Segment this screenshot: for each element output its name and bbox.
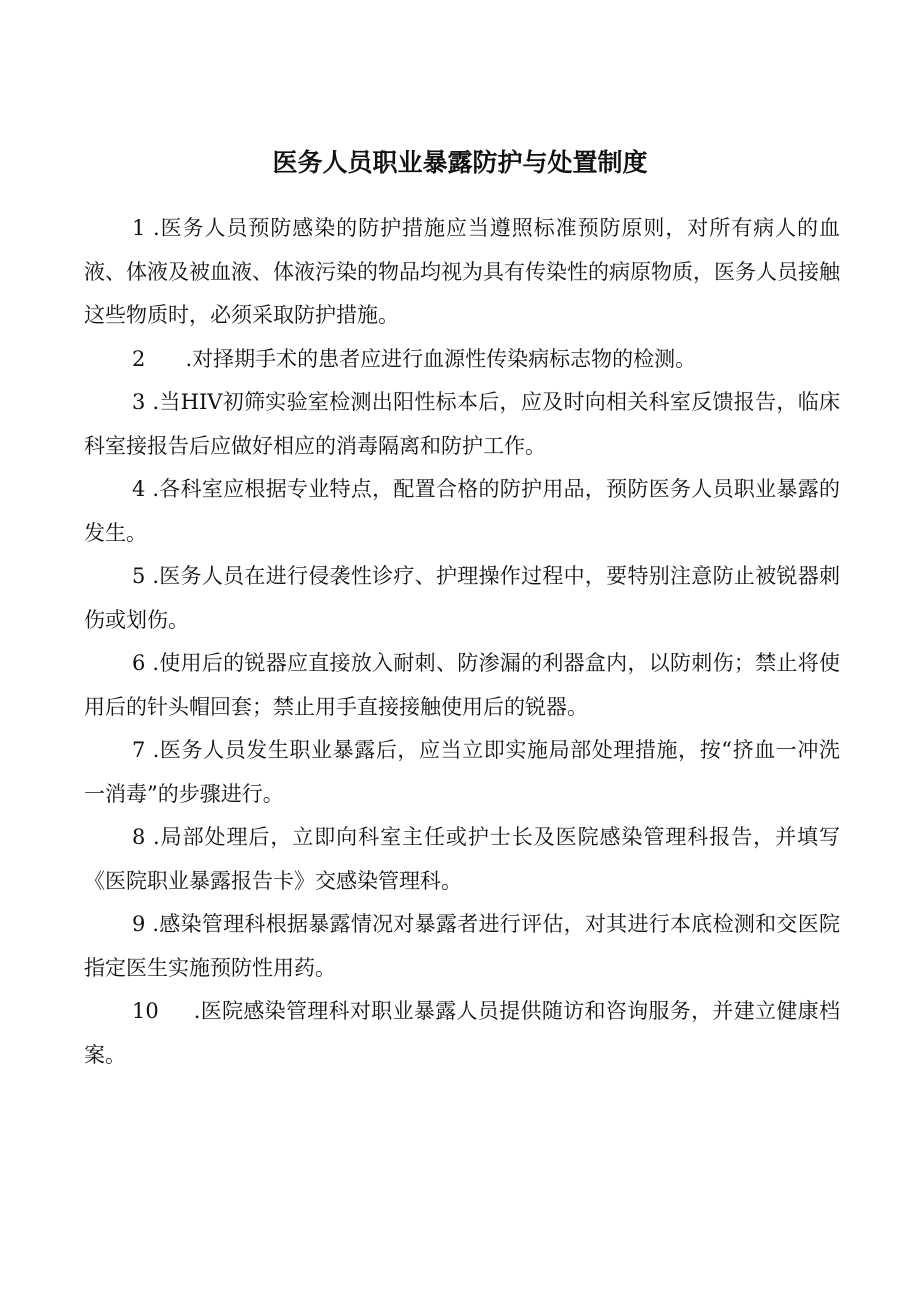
- paragraph-number: 8: [132, 825, 146, 849]
- paragraph-7: [84, 729, 840, 816]
- paragraph-text: .局部处理后，立即向科室主任或护士长及医院感染管理科报告，并填写《医院职业暴露报告卡》交感染管理科。: [84, 825, 840, 893]
- paragraph-1: [84, 207, 840, 338]
- paragraph-5: [84, 555, 840, 642]
- document-body: [84, 207, 840, 1077]
- paragraph-6: [84, 642, 840, 729]
- paragraph-9: [84, 903, 840, 990]
- paragraph-text: .医务人员发生职业暴露后，应当立即实施局部处理措施，按“挤血一冲洗一消毒”的步骤进行。: [84, 738, 840, 806]
- paragraph-text: .医务人员预防感染的防护措施应当遵照标准预防原则，对所有病人的血液、体液及被血液、体液污染的物品均视为具有传染性的病原物质，医务人员接触这些物质时，必须采取防护措施。: [84, 216, 840, 327]
- paragraph-text: .使用后的锐器应直接放入耐刺、防渗漏的利器盒内，以防刺伤；禁止将使用后的针头帽回套；禁止用手直接接触使用后的锐器。: [84, 651, 840, 719]
- paragraph-10: [84, 990, 840, 1077]
- paragraph-number: 1: [132, 216, 146, 240]
- paragraph-number: 4: [132, 477, 146, 501]
- paragraph-text: .对择期手术的患者应进行血源性传染病标志物的检测。: [185, 346, 697, 371]
- paragraph-2: [84, 338, 840, 382]
- paragraph-text: .医务人员在进行侵袭性诊疗、护理操作过程中，要特别注意防止被锐器刺伤或划伤。: [84, 564, 840, 632]
- paragraph-8: [84, 816, 840, 903]
- paragraph-text: .当HIV初筛实验室检测出阳性标本后，应及时向相关科室反馈报告，临床科室接报告后应做好相应的消毒隔离和防护工作。: [84, 390, 840, 458]
- paragraph-number: 9: [132, 912, 146, 936]
- paragraph-number: 2: [132, 346, 146, 371]
- paragraph-text: .感染管理科根据暴露情况对暴露者进行评估，对其进行本底检测和交医院指定医生实施预防性用药。: [84, 912, 840, 980]
- paragraph-number: 6: [132, 651, 146, 675]
- paragraph-number: 10: [132, 999, 159, 1023]
- paragraph-number: 5: [132, 564, 146, 588]
- paragraph-3: [84, 381, 840, 468]
- paragraph-text: .医院感染管理科对职业暴露人员提供随访和咨询服务，并建立健康档案。: [84, 999, 840, 1067]
- paragraph-number: 3: [132, 390, 146, 414]
- paragraph-text: .各科室应根据专业特点，配置合格的防护用品，预防医务人员职业暴露的发生。: [84, 477, 840, 545]
- document-title: 医务人员职业暴露防护与处置制度: [272, 148, 648, 177]
- paragraph-4: [84, 468, 840, 555]
- paragraph-number: 7: [132, 738, 146, 762]
